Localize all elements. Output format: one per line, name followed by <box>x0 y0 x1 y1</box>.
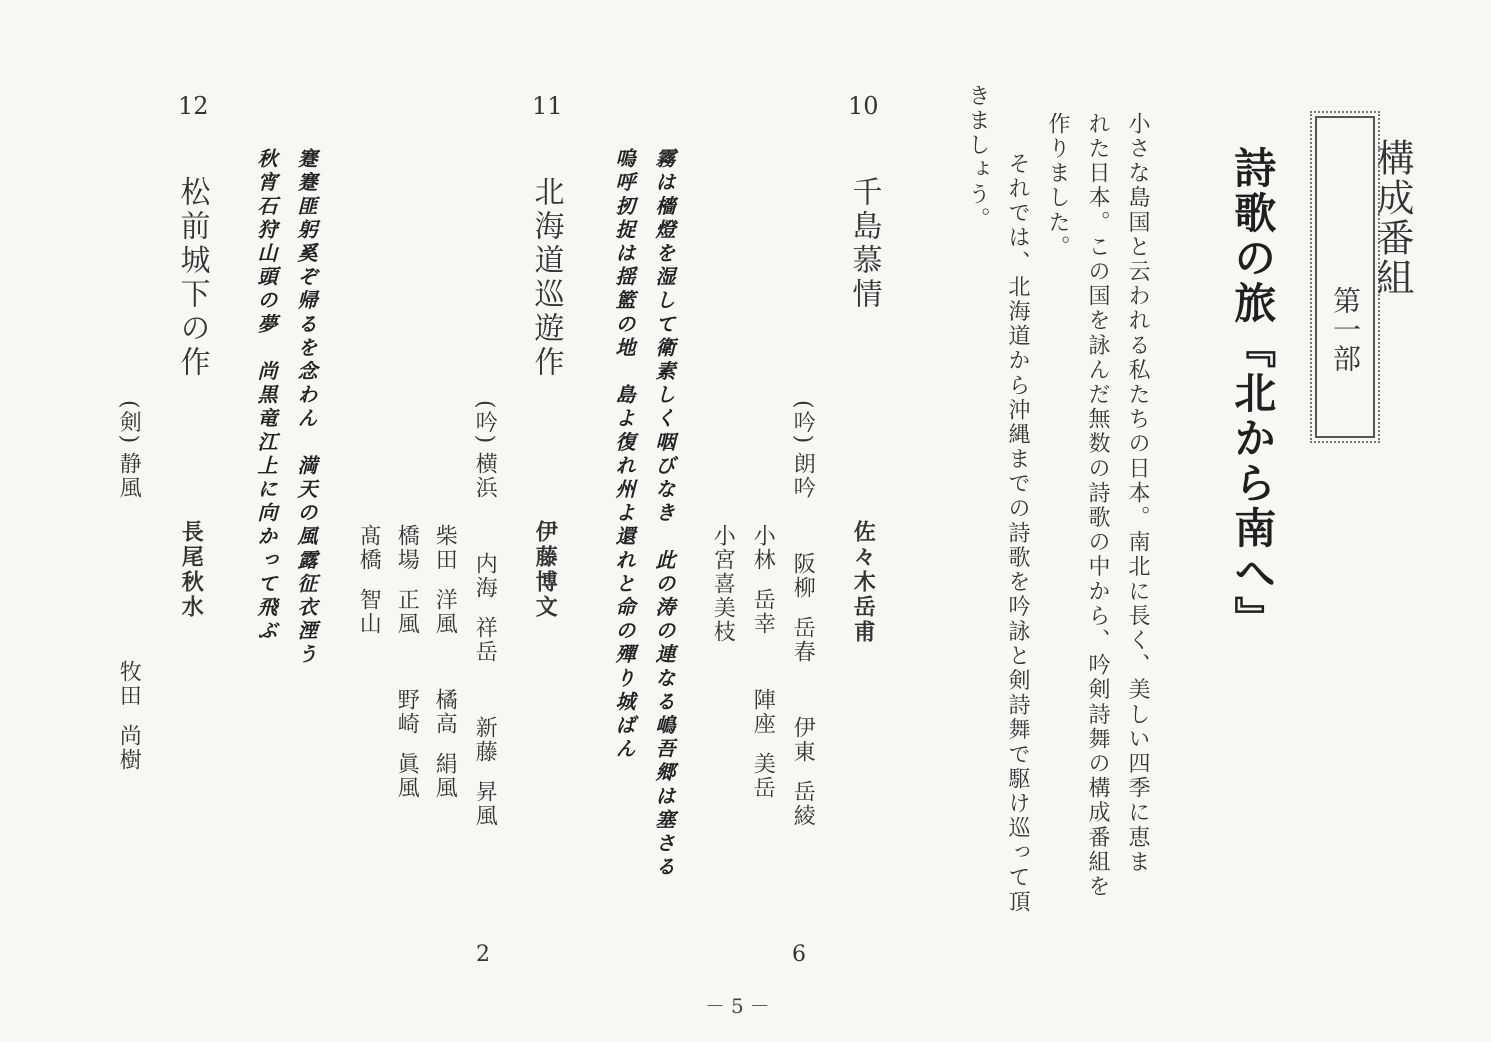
theme-title: 詩歌の旅『北から南へ』 <box>1228 146 1278 641</box>
program-number: 11 <box>532 92 563 120</box>
performer-name: 新藤 <box>472 716 498 764</box>
performer-name: 朗吟 <box>790 452 816 500</box>
page-number: －5－ <box>705 994 776 1018</box>
poem-line: 霧は檣燈を湿して衛素しく咽びなき 此の涛の連なる嶋吾郷は塞さる <box>652 148 676 880</box>
performer-name: 内海 <box>472 552 498 600</box>
genre-label: (剣) <box>116 400 142 446</box>
performer-name: 祥岳 <box>472 616 498 664</box>
performer-name: 絹風 <box>432 752 458 800</box>
genre-label: (吟) <box>472 400 498 446</box>
performer-name: 髙橋 <box>356 524 382 572</box>
performer-name: 横浜 <box>472 452 498 500</box>
section-title: 構成番組 <box>1370 138 1414 298</box>
performer-name: 橋場 <box>394 524 420 572</box>
section-box <box>1315 116 1414 438</box>
intro-line: それでは、北海道から沖縄までの詩歌を吟詠と剣詩舞で駆け巡って頂 <box>1005 152 1030 915</box>
intro-line: きましょう。 <box>965 84 990 232</box>
performer-name: 眞風 <box>394 752 420 800</box>
program-number: 10 <box>848 92 879 120</box>
performer-name: 洋風 <box>432 588 458 636</box>
poem-line: 秋宵石狩山頭の夢 尚黒竜江上に向かって飛ぶ <box>254 148 278 644</box>
performer-name: 伊東 <box>790 716 816 764</box>
performer-name: 野崎 <box>394 688 420 736</box>
performer-name: 陣座 <box>750 688 776 736</box>
performer-name: 柴田 <box>432 524 458 572</box>
program-title: 北海道巡遊作 <box>528 176 564 380</box>
performer-name: 正風 <box>394 588 420 636</box>
performer-count: 6 <box>792 942 806 967</box>
program-number: 12 <box>178 92 209 120</box>
genre-label: (吟) <box>790 400 816 446</box>
performer-name: 小宮喜美枝 <box>710 524 736 644</box>
performer-name: 尚樹 <box>116 724 142 772</box>
performer-name: 岳幸 <box>750 588 776 636</box>
performer-name: 昇風 <box>472 780 498 828</box>
section-part: 第一部 <box>1329 286 1362 373</box>
intro-line: 作りました。 <box>1045 112 1070 260</box>
performer-count: 2 <box>476 942 490 967</box>
poem-line: 嗚呼扨捉は揺籃の地 島よ復れ州よ還れと命の殫り城ばん <box>612 148 636 762</box>
performer-name: 智山 <box>356 588 382 636</box>
performer-name: 小林 <box>750 524 776 572</box>
program-author: 伊藤博文 <box>532 520 559 620</box>
intro-line: れた日本。この国を詠んだ無数の詩歌の中から、吟剣詩舞の構成番組を <box>1085 112 1110 900</box>
program-title: 松前城下の作 <box>174 176 210 380</box>
performer-name: 阪柳 <box>790 552 816 600</box>
performer-name: 岳綾 <box>790 780 816 828</box>
program-title: 千島慕情 <box>846 176 882 312</box>
poem-line: 蹇蹇匪躬奚ぞ帰るを念わん 満天の風露征衣湮う <box>294 148 318 668</box>
performer-name: 橘高 <box>432 688 458 736</box>
program-author: 佐々木岳甫 <box>850 520 877 645</box>
intro-line: 小さな島国と云われる私たちの日本。南北に長く、美しい四季に恵ま <box>1125 112 1150 875</box>
performer-name: 牧田 <box>116 660 142 708</box>
performer-name: 美岳 <box>750 752 776 800</box>
performer-name: 岳春 <box>790 616 816 664</box>
performer-name: 静風 <box>116 452 142 500</box>
program-author: 長尾秋水 <box>178 520 205 620</box>
